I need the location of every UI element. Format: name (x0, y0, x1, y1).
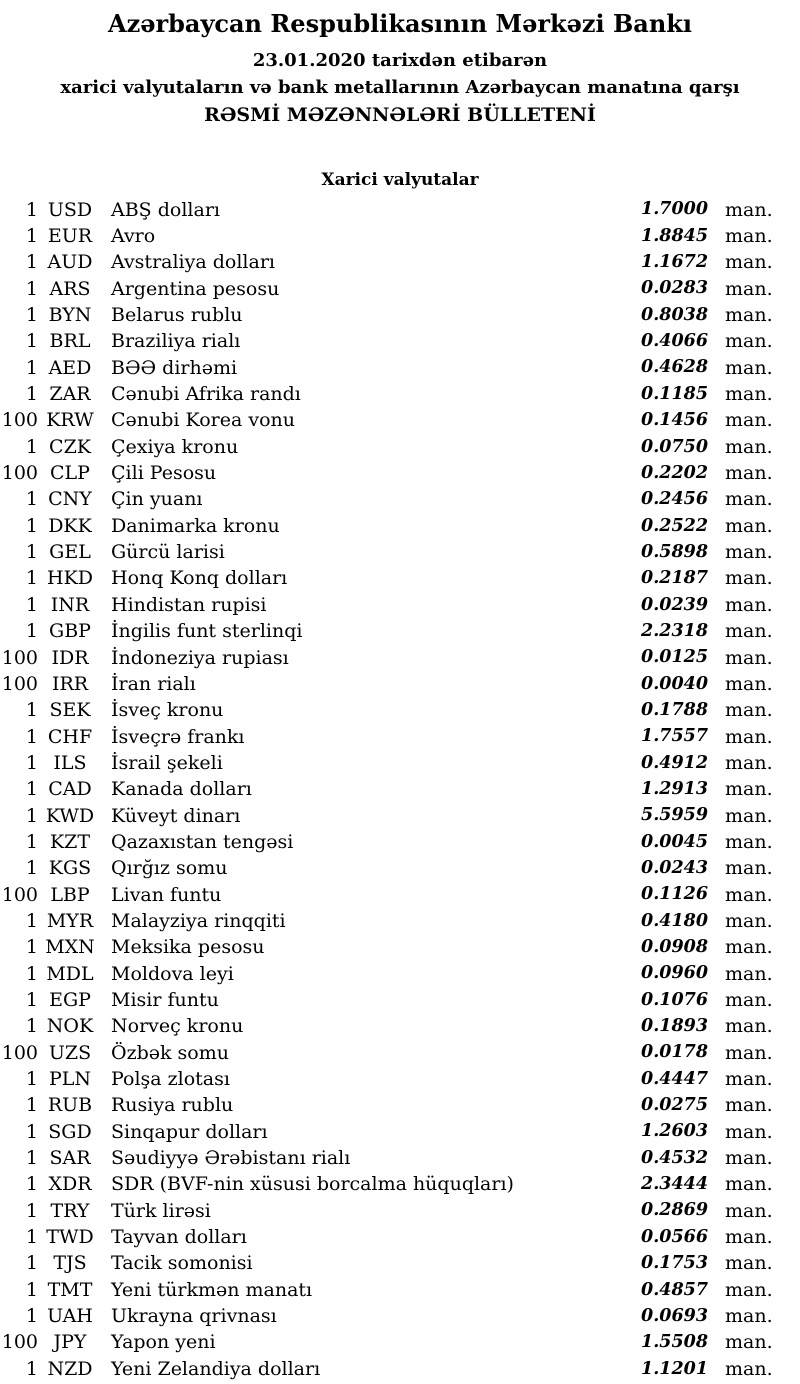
rate-row (0, 1198, 800, 1224)
currency-quantity: 1 (25, 1226, 38, 1249)
currency-code: LBP (50, 883, 90, 906)
rate-value: 0.4857 (641, 1279, 708, 1300)
rate-row (0, 1040, 800, 1066)
rate-value: 0.8038 (641, 304, 708, 325)
currency-code: CZK (49, 435, 91, 458)
currency-quantity: 1 (25, 1094, 38, 1117)
currency-quantity: 1 (25, 909, 38, 932)
unit-label: man. (725, 1094, 773, 1117)
unit-label: man. (725, 1199, 773, 1222)
rate-value: 1.1201 (641, 1358, 708, 1379)
rate-row (0, 1224, 800, 1250)
rate-value: 0.2522 (641, 515, 708, 536)
currency-quantity: 1 (25, 1068, 38, 1091)
unit-label: man. (725, 699, 773, 722)
unit-label: man. (725, 804, 773, 827)
currency-quantity: 100 (1, 409, 38, 432)
currency-name: Ukrayna qrivnası (111, 1305, 277, 1328)
currency-code: USD (47, 198, 93, 221)
rate-value: 1.2603 (641, 1121, 708, 1142)
rate-row (0, 434, 800, 460)
rate-row (0, 1330, 800, 1356)
rate-value: 0.0243 (641, 858, 708, 879)
unit-label: man. (725, 1147, 773, 1170)
rate-value: 1.2913 (641, 778, 708, 799)
rate-row (0, 619, 800, 645)
rate-row (0, 539, 800, 565)
unit-label: man. (725, 225, 773, 248)
unit-label: man. (725, 857, 773, 880)
currency-name: Sinqapur dolları (111, 1120, 268, 1143)
currency-code: RUB (47, 1094, 93, 1117)
currency-quantity: 100 (1, 883, 38, 906)
unit-label: man. (725, 1305, 773, 1328)
currency-quantity: 1 (25, 1357, 38, 1380)
currency-quantity: 1 (25, 962, 38, 985)
rate-value: 0.0750 (641, 436, 708, 457)
currency-code: JPY (53, 1331, 87, 1354)
rate-value: 0.1456 (641, 410, 708, 431)
currency-code: BYN (48, 304, 92, 327)
rate-row (0, 592, 800, 618)
rate-value: 2.2318 (641, 620, 708, 641)
currency-code: TWD (46, 1226, 94, 1249)
unit-label: man. (725, 304, 773, 327)
currency-code: KZT (49, 830, 91, 853)
currency-name: Yeni Zelandiya dolları (111, 1357, 321, 1380)
unit-label: man. (725, 909, 773, 932)
currency-name: Qazaxıstan tengəsi (111, 830, 294, 853)
exchange-rates-table (0, 197, 800, 1382)
unit-label: man. (725, 567, 773, 590)
rate-value: 0.2869 (641, 1200, 708, 1221)
currency-code: CAD (48, 778, 92, 801)
currency-code: ARS (49, 277, 91, 300)
rate-row (0, 197, 800, 223)
rate-value: 0.0283 (641, 278, 708, 299)
currency-quantity: 1 (25, 198, 38, 221)
rate-row (0, 1014, 800, 1040)
currency-code: UAH (47, 1305, 93, 1328)
currency-code: UZS (48, 1041, 92, 1064)
rate-row (0, 1066, 800, 1092)
rate-row (0, 1251, 800, 1277)
rate-value: 0.0125 (641, 647, 708, 668)
rate-value: 0.4180 (641, 910, 708, 931)
currency-code: INR (50, 593, 90, 616)
currency-name: Çin yuanı (111, 488, 203, 511)
currency-code: AUD (47, 251, 93, 274)
currency-quantity: 1 (25, 1173, 38, 1196)
currency-quantity: 1 (25, 514, 38, 537)
rate-value: 0.0178 (641, 1042, 708, 1063)
currency-name: Cənubi Korea vonu (111, 409, 295, 432)
currency-name: Yapon yeni (111, 1331, 216, 1354)
currency-name: Yeni türkmən manatı (111, 1278, 313, 1301)
currency-name: Meksika pesosu (111, 936, 265, 959)
unit-label: man. (725, 1252, 773, 1275)
section-title-foreign-currencies: Xarici valyutalar (321, 170, 479, 190)
rate-value: 0.4066 (641, 331, 708, 352)
currency-code: EGP (49, 988, 91, 1011)
rate-value: 0.2456 (641, 489, 708, 510)
unit-label: man. (725, 488, 773, 511)
rate-row (0, 908, 800, 934)
currency-code: IRR (51, 672, 89, 695)
currency-name: Kanada dolları (111, 778, 252, 801)
currency-name: Belarus rublu (111, 304, 243, 327)
rate-row (0, 1303, 800, 1329)
unit-label: man. (725, 936, 773, 959)
unit-label: man. (725, 462, 773, 485)
currency-name: İngilis funt sterlinqi (111, 620, 303, 643)
currency-name: Livan funtu (111, 883, 222, 906)
currency-quantity: 1 (25, 620, 38, 643)
currency-name: Avstraliya dolları (111, 251, 275, 274)
currency-quantity: 1 (25, 435, 38, 458)
unit-label: man. (725, 751, 773, 774)
currency-code: SGD (48, 1120, 92, 1143)
currency-quantity: 1 (25, 1305, 38, 1328)
unit-label: man. (725, 1015, 773, 1038)
bank-title: Azərbaycan Respublikasının Mərkəzi Bankı (107, 9, 693, 38)
currency-name: Gürcü larisi (111, 541, 225, 564)
currency-code: BRL (49, 330, 91, 353)
currency-quantity: 1 (25, 988, 38, 1011)
unit-label: man. (725, 1068, 773, 1091)
currency-name: Avro (111, 225, 156, 248)
rate-value: 0.0239 (641, 594, 708, 615)
currency-quantity: 100 (1, 1331, 38, 1354)
rate-value: 0.0275 (641, 1095, 708, 1116)
rate-value: 0.0960 (641, 963, 708, 984)
currency-name: Honq Konq dolları (111, 567, 288, 590)
currency-quantity: 1 (25, 751, 38, 774)
rate-row (0, 223, 800, 249)
currency-quantity: 1 (25, 830, 38, 853)
rate-value: 0.4447 (641, 1068, 708, 1089)
rate-row (0, 566, 800, 592)
currency-code: SAR (49, 1147, 91, 1170)
rate-row (0, 987, 800, 1013)
currency-code: KWD (45, 804, 95, 827)
rate-row (0, 961, 800, 987)
currency-quantity: 1 (25, 778, 38, 801)
unit-label: man. (725, 198, 773, 221)
currency-code: TMT (47, 1278, 93, 1301)
currency-code: HKD (47, 567, 93, 590)
currency-code: EUR (47, 225, 93, 248)
currency-name: Rusiya rublu (111, 1094, 234, 1117)
unit-label: man. (725, 1331, 773, 1354)
rate-value: 0.1076 (641, 989, 708, 1010)
currency-code: KRW (46, 409, 94, 432)
rate-row (0, 856, 800, 882)
unit-label: man. (725, 988, 773, 1011)
currency-quantity: 1 (25, 1147, 38, 1170)
currency-quantity: 100 (1, 646, 38, 669)
rate-value: 0.4532 (641, 1147, 708, 1168)
rate-value: 0.0693 (641, 1305, 708, 1326)
rate-row (0, 302, 800, 328)
unit-label: man. (725, 277, 773, 300)
currency-quantity: 1 (25, 1278, 38, 1301)
rate-row (0, 671, 800, 697)
currency-name: İran rialı (111, 672, 196, 695)
rate-row (0, 381, 800, 407)
currency-name: BƏƏ dirhəmi (111, 356, 238, 379)
unit-label: man. (725, 1226, 773, 1249)
rate-row (0, 724, 800, 750)
rate-row (0, 1093, 800, 1119)
currency-code: MYR (46, 909, 94, 932)
currency-code: NZD (47, 1357, 93, 1380)
currency-name: Özbək somu (111, 1041, 229, 1064)
currency-quantity: 1 (25, 567, 38, 590)
bulletin-header (0, 0, 800, 130)
unit-label: man. (725, 830, 773, 853)
unit-label: man. (725, 356, 773, 379)
rate-value: 0.0045 (641, 831, 708, 852)
currency-code: NOK (46, 1015, 94, 1038)
currency-code: SEK (49, 699, 91, 722)
currency-name: Argentina pesosu (111, 277, 280, 300)
currency-quantity: 1 (25, 330, 38, 353)
currency-name: Polşa zlotası (111, 1068, 230, 1091)
currency-quantity: 100 (1, 462, 38, 485)
currency-code: IDR (51, 646, 89, 669)
rate-value: 5.5959 (641, 805, 708, 826)
currency-code: CHF (47, 725, 93, 748)
rate-row (0, 882, 800, 908)
unit-label: man. (725, 620, 773, 643)
unit-label: man. (725, 541, 773, 564)
currency-quantity: 1 (25, 304, 38, 327)
currency-quantity: 1 (25, 251, 38, 274)
currency-quantity: 1 (25, 936, 38, 959)
rate-row (0, 698, 800, 724)
currency-quantity: 1 (25, 857, 38, 880)
currency-quantity: 1 (25, 725, 38, 748)
currency-name: Səudiyyə Ərəbistanı rialı (111, 1147, 351, 1170)
currency-quantity: 1 (25, 488, 38, 511)
currency-code: PLN (48, 1068, 92, 1091)
unit-label: man. (725, 1357, 773, 1380)
currency-name: İsrail şekeli (111, 751, 223, 774)
rate-row (0, 276, 800, 302)
currency-name: Türk lirəsi (111, 1199, 211, 1222)
unit-label: man. (725, 1041, 773, 1064)
unit-label: man. (725, 725, 773, 748)
currency-name: Tayvan dolları (111, 1226, 247, 1249)
unit-label: man. (725, 1173, 773, 1196)
currency-quantity: 1 (25, 1252, 38, 1275)
rate-value: 0.1185 (641, 383, 708, 404)
rate-row (0, 803, 800, 829)
currency-name: Hindistan rupisi (111, 593, 267, 616)
currency-code: MXN (45, 936, 95, 959)
currency-name: Cənubi Afrika randı (111, 383, 301, 406)
currency-name: Moldova leyi (111, 962, 234, 985)
rate-value: 0.0566 (641, 1226, 708, 1247)
rate-value: 0.2187 (641, 568, 708, 589)
currency-quantity: 100 (1, 1041, 38, 1064)
rate-value: 1.5508 (641, 1332, 708, 1353)
rate-row (0, 1172, 800, 1198)
rate-value: 0.0040 (641, 673, 708, 694)
rate-row (0, 1145, 800, 1171)
currency-code: CNY (48, 488, 92, 511)
unit-label: man. (725, 962, 773, 985)
currency-quantity: 1 (25, 225, 38, 248)
rate-row (0, 777, 800, 803)
currency-name: İndoneziya rupiası (111, 646, 289, 669)
rate-value: 0.1126 (641, 884, 708, 905)
currency-quantity: 1 (25, 541, 38, 564)
rate-value: 2.3444 (641, 1174, 708, 1195)
rate-row (0, 487, 800, 513)
rate-row (0, 355, 800, 381)
bulletin-subtitle: xarici valyutaların və bank metallarının Azərbaycan manatına qarşı (60, 77, 740, 98)
rate-row (0, 645, 800, 671)
currency-code: ILS (53, 751, 87, 774)
currency-quantity: 1 (25, 277, 38, 300)
currency-name: Norveç kronu (111, 1015, 244, 1038)
currency-name: Çexiya kronu (111, 435, 239, 458)
rate-row (0, 1277, 800, 1303)
currency-quantity: 1 (25, 1120, 38, 1143)
unit-label: man. (725, 330, 773, 353)
currency-name: Misir funtu (111, 988, 219, 1011)
currency-quantity: 1 (25, 699, 38, 722)
currency-name: ABŞ dolları (111, 198, 220, 221)
currency-name: İsveç kronu (111, 699, 224, 722)
currency-code: TJS (53, 1252, 87, 1275)
currency-quantity: 1 (25, 593, 38, 616)
currency-quantity: 1 (25, 383, 38, 406)
rate-value: 0.0908 (641, 937, 708, 958)
unit-label: man. (725, 514, 773, 537)
currency-quantity: 100 (1, 672, 38, 695)
rate-value: 0.5898 (641, 541, 708, 562)
unit-label: man. (725, 1278, 773, 1301)
currency-name: Çili Pesosu (111, 462, 217, 485)
unit-label: man. (725, 778, 773, 801)
rate-value: 1.8845 (641, 225, 708, 246)
rate-row (0, 1119, 800, 1145)
rate-value: 1.1672 (641, 252, 708, 273)
rate-value: 1.7000 (641, 199, 708, 220)
unit-label: man. (725, 409, 773, 432)
currency-name: Qırğız somu (111, 857, 228, 880)
currency-code: ZAR (49, 383, 91, 406)
currency-code: KGS (48, 857, 92, 880)
currency-quantity: 1 (25, 356, 38, 379)
rate-value: 1.7557 (641, 726, 708, 747)
rate-value: 0.1893 (641, 1016, 708, 1037)
currency-name: Tacik somonisi (111, 1252, 253, 1275)
bulletin-title: RƏSMİ MƏZƏNNƏLƏRİ BÜLLETENİ (204, 104, 596, 126)
currency-name: SDR (BVF-nin xüsusi borcalma hüquqları) (111, 1173, 514, 1196)
currency-name: Küveyt dinarı (111, 804, 241, 827)
rate-row (0, 460, 800, 486)
currency-code: XDR (48, 1173, 92, 1196)
currency-name: Malayziya rinqqiti (111, 909, 286, 932)
currency-code: GBP (49, 620, 91, 643)
unit-label: man. (725, 435, 773, 458)
currency-name: Braziliya rialı (111, 330, 241, 353)
currency-code: MDL (46, 962, 94, 985)
rate-row (0, 513, 800, 539)
effective-date-line: 23.01.2020 tarixdən etibarən (252, 50, 548, 71)
rate-value: 0.2202 (641, 462, 708, 483)
currency-name: İsveçrə frankı (111, 725, 245, 748)
unit-label: man. (725, 383, 773, 406)
currency-code: DKK (48, 514, 92, 537)
currency-name: Danimarka kronu (111, 514, 280, 537)
rate-value: 0.4628 (641, 357, 708, 378)
currency-quantity: 1 (25, 804, 38, 827)
unit-label: man. (725, 672, 773, 695)
unit-label: man. (725, 1120, 773, 1143)
currency-code: TRY (50, 1199, 90, 1222)
currency-code: GEL (49, 541, 91, 564)
rate-row (0, 935, 800, 961)
currency-code: CLP (50, 462, 90, 485)
unit-label: man. (725, 251, 773, 274)
rate-row (0, 408, 800, 434)
unit-label: man. (725, 646, 773, 669)
unit-label: man. (725, 593, 773, 616)
rate-row (0, 250, 800, 276)
currency-code: AED (48, 356, 92, 379)
unit-label: man. (725, 883, 773, 906)
rate-value: 0.1788 (641, 699, 708, 720)
rate-row (0, 750, 800, 776)
rate-row (0, 329, 800, 355)
rate-value: 0.1753 (641, 1253, 708, 1274)
currency-quantity: 1 (25, 1015, 38, 1038)
rate-row (0, 1356, 800, 1382)
currency-quantity: 1 (25, 1199, 38, 1222)
rate-value: 0.4912 (641, 752, 708, 773)
rate-row (0, 829, 800, 855)
